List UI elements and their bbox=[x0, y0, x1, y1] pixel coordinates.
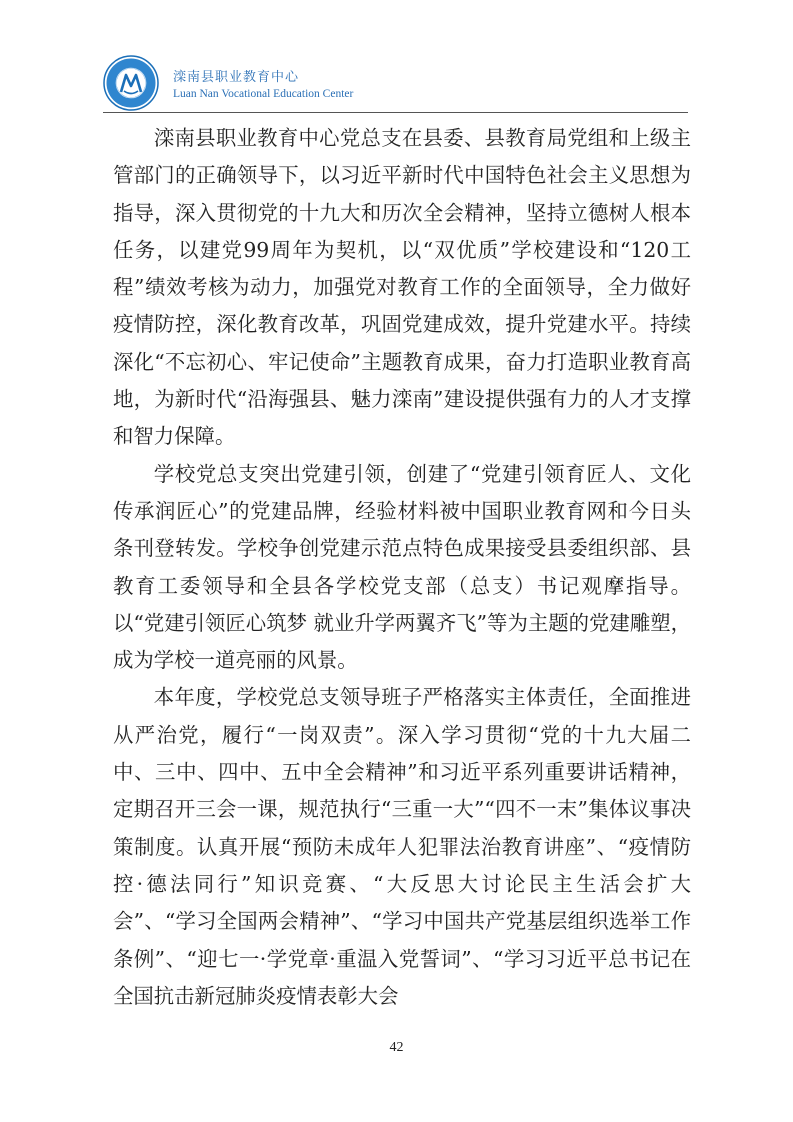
org-name-en: Luan Nan Vocational Education Center bbox=[173, 88, 354, 100]
body-paragraph-1: 滦南县职业教育中心党总支在县委、县教育局党组和上级主管部门的正确领导下，以习近平新时代中国特色社会主义思想为指导，深入贯彻党的十九大和历次全会精神，坚持立德树人根本任务，以建党99周年为契机，以“双优质”学校建设和“120工程”绩效考核为动力，加强党对教育工作的全面领导，全力做好疫情防控，深化教育改革，巩固党建成效，提升党建水平。持续深化“不忘初心、牢记使命”主题教育成果，奋力打造职业教育高地，为新时代“沿海强县、魅力滦南”建设提供强有力的人才支撑和智力保障。 bbox=[113, 126, 691, 449]
org-name-cn: 滦南县职业教育中心 bbox=[173, 70, 300, 85]
body-paragraph-3: 本年度，学校党总支领导班子严格落实主体责任，全面推进从严治党，履行“一岗双责”。深入学习贯彻“党的十九大届二中、三中、四中、五中全会精神”和习近平系列重要讲话精神，定期召开三会一课，规范执行“三重一大”“四不一末”集体议事决策制度。认真开展“预防未成年人犯罪法治教育讲座”、“疫情防控·德法同行”知识竞赛、“大反思大讨论民主生活会扩大会”、“学习全国两会精神”、“学习中国共产党基层组织选举工作条例”、“迎七一·学党章·重温入党誓词”、“学习习近平总书记在全国抗击新冠肺炎疫情表彰大会 bbox=[113, 685, 691, 1008]
document-body bbox=[113, 120, 691, 1015]
body-paragraph-2: 学校党总支突出党建引领，创建了“党建引领育匠人、文化传承润匠心”的党建品牌，经验材料被中国职业教育网和今日头条刊登转发。学校争创党建示范点特色成果接受县委组织部、县教育工委领导和全县各学校党支部（总支）书记观摩指导。以“党建引领匠心筑梦 就业升学两翼齐飞”等为主题的党建雕塑，成为学校一道亮丽的风景。 bbox=[113, 461, 691, 673]
header-divider bbox=[103, 112, 688, 113]
page-header bbox=[103, 55, 693, 113]
page-number: 42 bbox=[389, 1040, 404, 1055]
school-emblem-icon bbox=[103, 55, 159, 111]
